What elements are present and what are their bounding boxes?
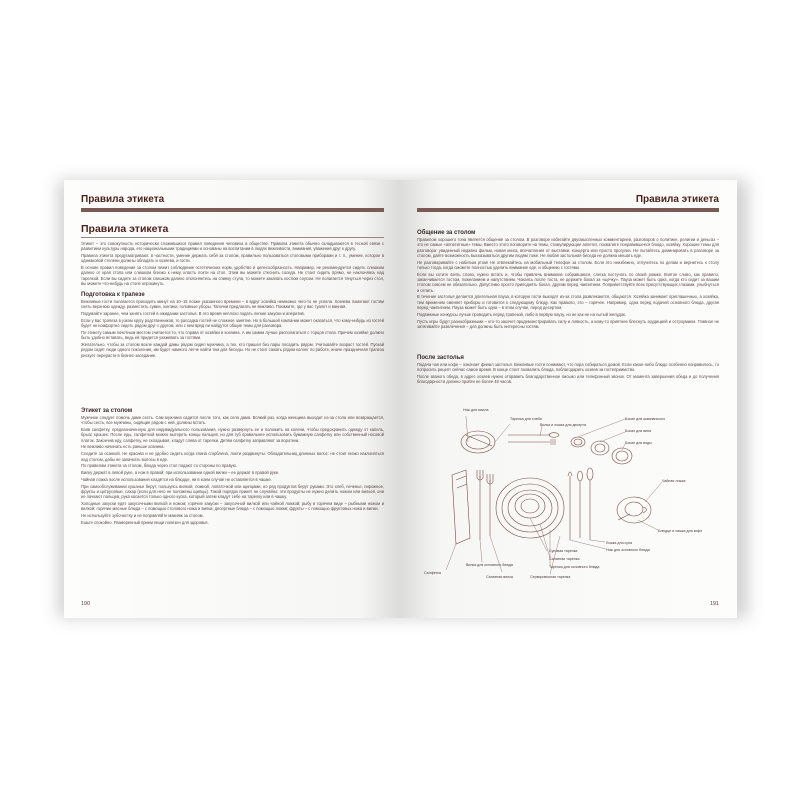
conversation-text: Правилом хорошего тона является общение за столом. В разговоре избегайте двусмысленных комментариев, разговоров о политике, религии и деньгах – это не самые «аппетитные» темы. Вместо этого поговорите на темы, стимулирующие аппетит, похвалите понравившееся блюдо, хозяйку. Хорошие темы для разговора: увиденный недавно фильм, новая книга, впечатления от выставки, концерта или просто прогулки. Не пытайтесь доминировать в разговоре за столом, дайте возможность высказываться другим людям тоже. Не любая застольная беседа не должна мешать еде. Не разговаривайте с набитым ртом! Не отвлекайтесь на мобильный телефон за столом. Если это неизбежно, отлучитесь по делам и вернитесь к столу только тогда, когда сможете полностью уделить внимание еде, и общению с гостями. Если вы хотите взять слово, нужно встать и, чтобы привлечь внимание собравшихся, слегка постучать по своей рюмке. Взятое слово, как правило, заканчивается тостом, пожеланием и напутствием. Чокаясь после тоста, не держите бокал за «щечку». Пауза может быть одна, когда кто сидит за вашим столом совсем не обязательно. Допустимо просто приподнять бокал, другим перед чаепитием. Поприветствуйте всех присутствующих глазами, улыбнуться и отпить. В течение застолья делается длительная пауза, в которую гости выходят из-за стола развлекаются, общаются. Хозяйка занимает приглашенных, а хозяйка, тем временем сменяет приборы и готовится к следующему блюду. Как правило, это – горячее. Например, одна перед подачей основного блюда, другая перед чаепитием. Пауза может быть одна – в этом случае, перед десертом. Подвижные конкурсы лучше проводить перед трапезой, либо в первую паузу, но не как не на сытый желудок. Пусть игры будут разнообразными – кто-то захочет продемонстрировать силу и ловкость, а кому-то приятнее блеснуть эрудицией и остроумием. Главное не затягивайте развлечения – для должны быть интересны гостям. xyxy=(417,237,719,329)
section-heading-preparation: Подготовка к трапезе xyxy=(81,292,145,298)
section-heading-conversation: Общение за столом xyxy=(417,230,476,236)
service-plate-icon xyxy=(496,478,564,538)
butter-knife-icon xyxy=(466,435,492,446)
label-salad-fork: Салатная вилка xyxy=(486,575,513,579)
section-heading-after-meal: После застолья xyxy=(417,355,464,361)
label-butter-knife: Нож для масла xyxy=(463,408,489,412)
page-title: Правила этикета xyxy=(81,223,169,235)
wine-glass-icon xyxy=(591,441,609,455)
label-dessert: Вилка и ложка для десерта xyxy=(540,423,586,427)
label-main-plate: Тарелка для основного блюда xyxy=(549,565,600,569)
page-number-right: 191 xyxy=(709,601,719,607)
page-number-left: 190 xyxy=(81,601,91,607)
table-setting-diagram xyxy=(400,180,737,618)
label-teacup: Чайная ложка xyxy=(662,479,686,483)
champagne-glass-icon xyxy=(571,437,585,447)
label-salad-plate: Салатная тарелка xyxy=(549,557,580,561)
soup-bowl-icon xyxy=(515,494,545,518)
label-main-fork: Вилка для основного блюда xyxy=(466,563,513,567)
label-main-knife: Нож для основного блюда xyxy=(606,548,650,552)
label-napkin: Салфетка xyxy=(424,571,441,575)
label-soup-bowl: Суповая тарелка xyxy=(549,549,578,553)
soup-spoon-icon xyxy=(587,468,593,540)
fork-icon xyxy=(477,470,483,540)
right-page xyxy=(400,180,737,618)
salad-plate-icon xyxy=(508,490,552,526)
preparation-text: Вежливые гости полагается приходить минут на 10–15 позже указанного времени – в вдруг хозяйка немножко чего-то не успела. Хозяева помогают гостям снять верхнюю одежду, разместить сумки, зонтики, головные уборы. Тапочки предлагать не вежливо. Покажите, где у вас туалет и ванная. Подумайте заранее, чем занять гостей в ожидании застолья. В это время неплохо подать легкие закуски и аперитив. Если у вас трапеза в узком кругу родственников, то рассадка гостей не сложное занятие. Но в большой компании может оказаться, что кому-нибудь из гостей будет не комфортно сидеть рядом друг с другом, или с кем вряд ли найдутся общие темы для разговора. По этикету самым почетным местом считается то, что справа от хозяйки и хозяина. А им самим лучше располагаться с торцов стола. Причем хозяйке должно быть удобно вставать, ведь ей придется ухаживать за гостями. Желательно, чтобы за столом возле каждой дамы рядом сидел мужчина, а тех, кто пришел без пары посадить рядом. Учитывайте возраст гостей. Пускай рядом сидят люди одного поколения, им будет намного легче найти тем для беседы. Но не стоит сажать рядом коллег по работе, иначе праздничная трапеза рискует перерасти в бизнес-заседание. xyxy=(81,299,384,358)
label-champagne: Бокал для шампанского xyxy=(625,417,666,421)
intro-text: Этикет – это совокупность исторически сложившихся правил поведения человека в обществе. Правила этикета обычно складываются в тесной связи с развитием культуры народа, его национальными традициями и основаны на воспитании в людях вежливости, внимания, уважения друг к другу. Правила этикета предусматривают, в частности, умение держать себя за столом, правильно пользоваться столовыми приборами и т. п., умение, которое в одинаковой степени должны обладать и хозяева, и гости. В основе правил поведения за столом лежит соблюдение эстетических норм, удобство и целесообразность. Например, не рекомендуется сидеть слишком далеко от края стола или слишком близко к нему, класть локти на стол. Этим вы можете стеснить соседа. Не стоит сидеть прямо, не наклоняясь над тарелкой. Если вы сидите за столом слишком далеко отклоняетесь на спинку стула, то можете закапать костюм соусом. Не полагается тянуться через стол, вы можете что-нибудь на столе опрокинуть. xyxy=(81,241,384,287)
water-glass-icon xyxy=(612,448,632,464)
label-wine: Бокал для вина xyxy=(625,429,652,433)
main-plate-icon xyxy=(502,484,558,532)
running-head-left: Правила этикета xyxy=(81,194,165,205)
napkin-icon xyxy=(452,470,470,544)
title-rule xyxy=(81,237,384,238)
section-heading-table-etiquette: Этикет за столом xyxy=(81,408,133,414)
main-knife-icon xyxy=(568,472,572,540)
after-meal-text: Подача чая или кофе – означает финал застолья. Вежливые гости понимают, что пора собираться домой. Если какое-либо блюдо особенно понравилось, то попросить рецепт сейчас самое время. В конце стоит похвалить блюда, поблагодарить хозяев за гостеприимство. После званого обеда, в адрес хозяев нужно отправить благодарственное письмо или телефонный звонок. От момента завершения обеда и до получения благодарности должно пройти не более 48 часов. xyxy=(417,362,719,385)
label-bread-plate: Тарелка для хлеба xyxy=(510,417,542,421)
salad-fork-icon xyxy=(487,474,493,536)
label-water: Бокал для воды xyxy=(625,441,652,445)
label-soup-spoon: Ложка для супа xyxy=(606,541,633,545)
left-page xyxy=(64,180,400,618)
running-head-right: Правила этикета xyxy=(635,194,719,205)
table-etiquette-text: Мужчине следует помочь даме сесть. Сам мужчина садится после того, как села дама. Всякий раз, когда женщина выходит из-за стола или возвращается, чтобы сесть, все мужчины, сидящие рядом с ней, должны встать. Взяв салфетку, предназначенную для индивидуального пользования, нужно развернуть ее и положить на колени, чтобы предохранить одежду от капель, брызг, крошек. После еды, салфеткой можно вытереть концы пальцев, но для губ правильнее использовать бумажную салфетку или собственный носовой платок. Закончив еду, салфетку, не складывая, кладут слева от тарелки. Детям салфетку заправляют за воротник. Не вежливо начинать есть раньше хозяина. Следите за осанкой. Не красиво и не удобно сидеть когда спина сгорблена, локти раздвинуты. Обладательниц длинных волос: не стоит низко наклоняться над столом, дабы не запачкать волосы в еде. По правилам этикета за столом, блюда через стол подают со стороны по правую. Вилку держат в левой руке, а нож в правой; при использовании одной вилки – ее держат в правой руке. Чайная ложка после использования кладётся на блюдце, ни в коем случае не оставляется в чашке. При самообслуживании кушанье берут, пользуясь вилкой, ложкой, лопаточкой или щипцами, но ряд продуктов берут руками. Это хлеб, печенье, пирожное, фрукты и цитрусовые, сахар (если для него не положены щипцы). Такой порядок принят не случайно: эти продукты не нужно делить ножом или вилкой, они не пачкают пальцев, рука касается только одного куска, который затем кладут себе на тарелку или в чашку. Холодные закуски едят закусочными вилкой и ножом; горячие закуски – закусочной вилкой или чайной ложкой; рыбу в горячем виде – рыбными ножом и вилкой; горячие мясные блюда – с помощью столового ножа и вилки; десертные блюда – с помощью ложки; фрукты – с помощью фруктовых ножа и вилки. Не используйте зубочистку и не поправляйте макияж за столом. Ешьте спокойно. Размеренный прием пищи полезен для здоровья. xyxy=(81,415,384,526)
header-rule xyxy=(81,208,384,212)
label-saucer-cup: Блюдце и чашка для кофе xyxy=(658,529,703,533)
teaspoon-icon xyxy=(578,471,583,538)
label-service-plate: Сервировочная тарелка xyxy=(530,575,571,579)
